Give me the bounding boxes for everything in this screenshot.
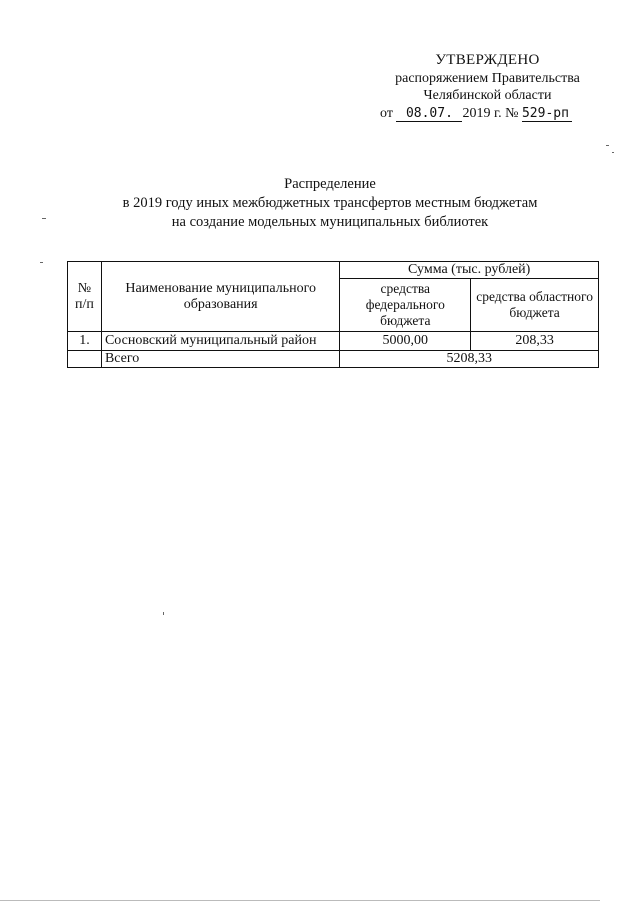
- approval-number: 529-рп: [522, 107, 572, 122]
- total-label: Всего: [101, 351, 339, 368]
- approval-year: 2019 г. №: [462, 105, 519, 121]
- scan-edge: [0, 900, 600, 901]
- header-name: Наименование муниципального образования: [101, 262, 339, 332]
- row-number: 1.: [68, 332, 102, 351]
- heading-line-3: на создание модельных муниципальных библиотек: [171, 214, 489, 230]
- scan-speck: [163, 612, 164, 615]
- table-row: [68, 332, 599, 351]
- row-federal: 5000,00: [340, 332, 471, 351]
- row-name: Сосновский муниципальный район: [101, 332, 339, 351]
- header-federal: средства федерального бюджета: [340, 279, 471, 332]
- document-heading: [100, 175, 560, 232]
- scan-speck: [612, 152, 614, 153]
- approval-region: Челябинской области: [423, 88, 552, 103]
- total-number-cell: [68, 351, 102, 368]
- approval-title: УТВЕРЖДЕНО: [435, 52, 540, 68]
- total-row: [68, 351, 599, 368]
- approval-stamp: [380, 52, 595, 122]
- header-number: № п/п: [68, 262, 102, 332]
- total-value: 5208,33: [340, 351, 599, 368]
- distribution-table: [67, 261, 599, 368]
- date-prefix: от: [380, 105, 393, 121]
- row-regional: 208,33: [471, 332, 599, 351]
- scan-speck: [606, 145, 609, 146]
- approval-authority: распоряжением Правительства: [395, 70, 580, 86]
- scan-speck: [42, 218, 46, 219]
- heading-title: Распределение: [284, 176, 376, 192]
- approval-date-line: [380, 105, 595, 123]
- heading-line-2: в 2019 году иных межбюджетных трансфертов местным бюджетам: [122, 195, 538, 211]
- approval-date: 08.07.: [396, 107, 462, 122]
- header-regional: средства областного бюджета: [471, 279, 599, 332]
- scan-speck: [40, 262, 43, 263]
- header-sum: Сумма (тыс. рублей): [340, 262, 599, 279]
